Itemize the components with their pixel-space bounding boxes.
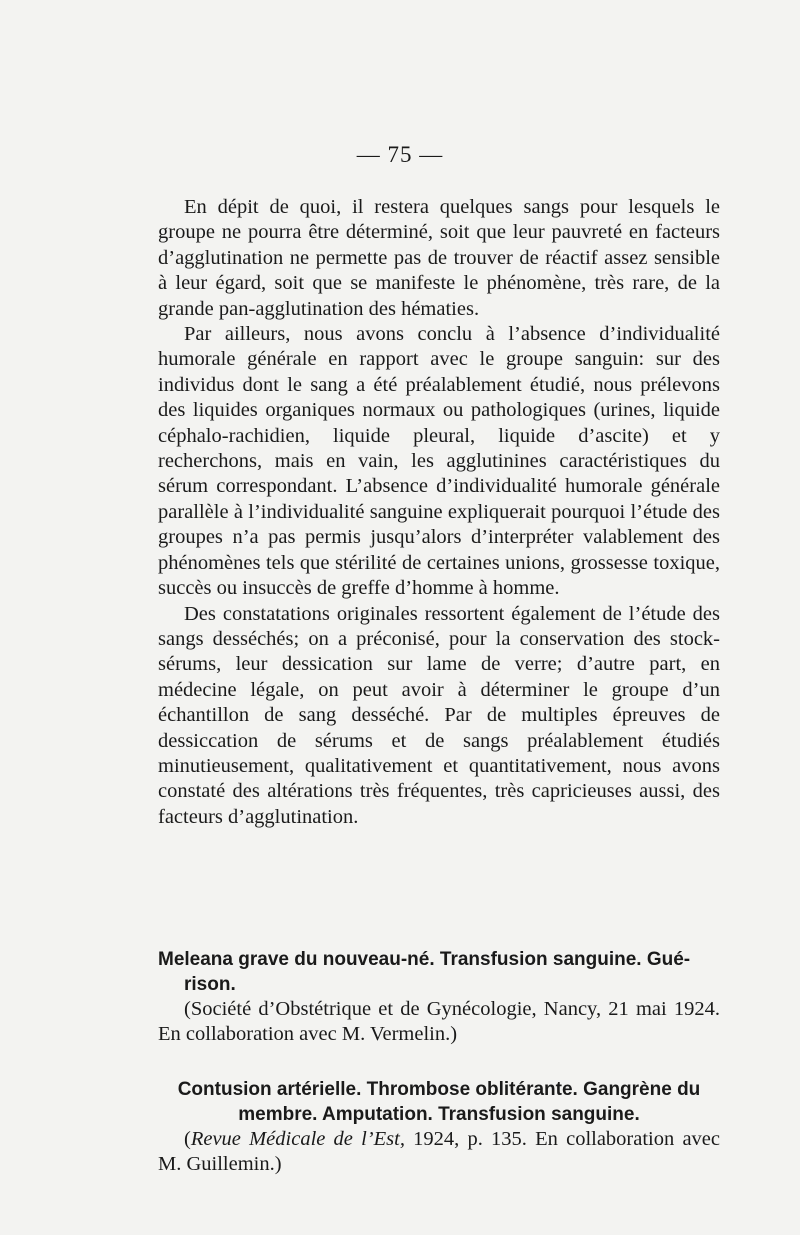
- entry-2-journal: Revue Médicale de l’Est,: [190, 1128, 405, 1150]
- entry-2-title: [158, 1077, 720, 1127]
- entry-2-reference-rest: 1924, p. 135. En collaboration avec M. Guillemin.): [158, 1128, 720, 1176]
- publication-entry-1: [158, 947, 720, 1048]
- page-number: — 75 —: [356, 142, 444, 167]
- body-text: [158, 195, 720, 830]
- paragraph-1: En dépit de quoi, il restera quelques sangs pour lesquels le groupe ne pourra être déterminé, soit que leur pauvreté en facteurs d’agglutination ne permette pas de trouver de réactif assez sensible à leur égard, soit que se manifeste le phénomène, très rare, de la grande pan-agglutination des hématies.: [158, 196, 720, 320]
- entry-2-title-line1: Contusion artérielle. Thrombose oblitérante. Gangrène du: [177, 1079, 701, 1100]
- paragraph-3: Des constatations originales ressortent également de l’étude des sangs desséchés; on a préconisé, pour la conservation des stock-sérums, leur dessication sur lame de verre; d’autre part, en médecine légale, on peut avoir à déterminer le groupe d’un échantillon de sang desséché. Par de multiples épreuves de dessiccation de sérums et de sangs préalablement étudiés minutieusement, qualitativement et quantitativement, nous avons constaté des altérations très fréquentes, très capricieuses aussi, des facteurs d’agglutination.: [158, 602, 720, 828]
- publication-entry-2: [158, 1077, 720, 1178]
- entry-2-title-line2: membre. Amputation. Transfusion sanguine.: [238, 1104, 640, 1125]
- entry-1-title: [158, 947, 720, 997]
- entry-2-reference: [158, 1127, 720, 1178]
- paragraph-2: Par ailleurs, nous avons conclu à l’absence d’individualité humorale générale en rapport avec le groupe sanguin: sur des individus dont le sang a été préalablement étudié, nous prélevons des liquides organiques normaux ou pathologiques (urines, liquide céphalo-rachidien, liquide pleural, liquide d’ascite) et y recherchons, mais en vain, les agglutinines caractéristiques du sérum correspondant. L’absence d’individualité humorale générale parallèle à l’individualité sanguine expliquerait pourquoi l’étude des groupes n’a pas permis jusqu’alors d’interpréter valablement des phénomènes tels que stérilité de certaines unions, grossesse toxique, succès ou insuccès de greffe d’homme à homme.: [158, 323, 720, 600]
- entry-2-reference-open: (: [184, 1128, 191, 1150]
- entry-1-title-line1: Meleana grave du nouveau-né. Transfusion sanguine. Gué-: [158, 949, 691, 970]
- entry-1-reference: (Société d’Obstétrique et de Gynécologie, Nancy, 21 mai 1924. En collaboration avec M. Vermelin.): [158, 998, 720, 1046]
- entry-1-title-line2: rison.: [184, 974, 236, 995]
